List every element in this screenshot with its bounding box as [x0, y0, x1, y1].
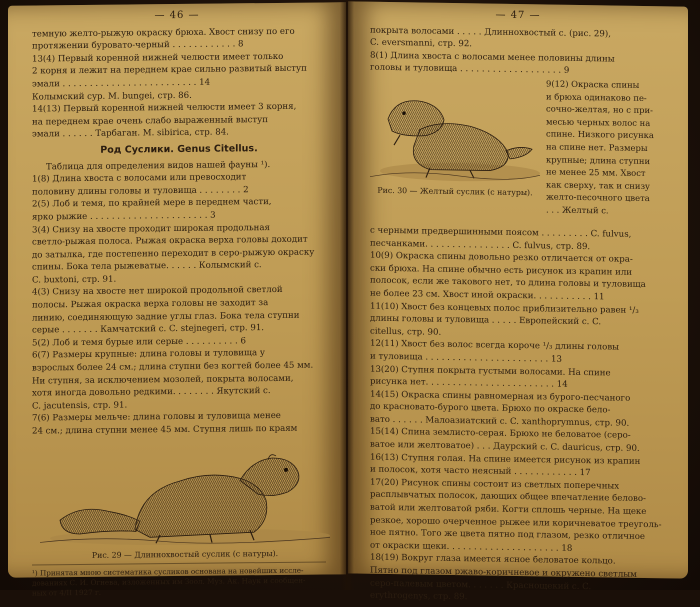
text-line: Ни ступня, за исключением мозолей, покрыта волосами, [32, 373, 294, 387]
text-line: Пятно под глазом ржаво-коричневое и окружено светлым [370, 565, 637, 580]
text-line: линию, соединяющую задние углы глаз. Бока тела ступни [32, 310, 300, 324]
text-line: резкое, хорошо очерченное рыжее или коричневатое треуголь- [370, 515, 662, 530]
text-line: 13(20) Ступня покрыта густыми волосами. На спине [370, 364, 611, 378]
text-line: до красновато-бурого цвета. Брюхо по окраске бело- [370, 401, 611, 416]
text-line: покрыта волосами . . . . . Длиннохвостый с. (рис. 29), [370, 25, 611, 40]
text-line: месью черных волос на [546, 116, 651, 128]
text-line: 9(12) Окраска спины [546, 78, 640, 90]
text-line: как сверху, так и снизу [546, 179, 650, 191]
footnote-line: ¹) Принятая мною систематика сусликов основана на новейших иссле- [32, 565, 304, 578]
text-line: 3(4) Снизу на хвосте проходит широкая продольная [32, 222, 270, 236]
text-line: половину длины головы и туловища . . . . . . . . 2 [32, 184, 249, 198]
text-line: вато . . . . . . Малоазиатский с. C. xanthoprymnus, стр. 90. [370, 414, 630, 429]
text-line: 10(9) Окраска спины довольно резко отличается от окра- [370, 250, 633, 265]
text-line: erythrogenys, стр. 89. [370, 590, 468, 603]
text-line: желто-песочного цвета [546, 191, 650, 204]
text-line: не менее 25 мм. Хвост [546, 166, 646, 179]
figure-side-text [546, 77, 688, 218]
text-line: 2 корня и лежит на переднем крае сильно развитый выступ [32, 64, 307, 77]
right-key-block [370, 225, 672, 607]
text-line: с черными предвершинными поясом . . . . . . . . . C. fulvus, [370, 225, 632, 240]
souslik-illustration [40, 439, 330, 548]
text-line: длины головы и туловища . . . . . Европейский с. C. [370, 313, 602, 328]
text-line: взрослых более 24 см.; длина ступни без когтей более 45 мм. [32, 360, 314, 374]
text-line: C. jacutensis, стр. 91. [32, 400, 128, 412]
text-line: 15(14) Спина землисто-серая. Брюхо не беловатое (серо- [370, 427, 631, 442]
left-page-text [8, 25, 346, 599]
text-line: светло-рыжая полоса. Рыжая окраска верха головы доходит [32, 234, 308, 248]
left-key-block [32, 171, 326, 439]
text-line: ярко рыжие . . . . . . . . . . . . . . . . . . . . . . 3 [32, 210, 216, 223]
text-line: 1(8) Длина хвоста с волосами или превосходит [32, 172, 247, 185]
book-gutter [340, 0, 354, 590]
text-line: хотя иногда довольно редкими. . . . . . . . Якутский с. [32, 386, 271, 399]
text-line: citellus, стр. 90. [370, 326, 442, 338]
right-page-text [348, 24, 688, 607]
text-line: крупные; длина ступни [546, 153, 651, 166]
text-line: не более 23 см. Хвост иной окраски. . . . . . . . . . . 11 [370, 288, 605, 303]
right-page [348, 1, 688, 603]
text-line: от окраски щеки. . . . . . . . . . . . . . . . . . . . . 18 [370, 540, 573, 554]
text-line: на спине нет. Размеры [546, 141, 648, 153]
text-line: до затылка, где постепенно переходит в серо-рыжую окраску [32, 247, 315, 261]
figure-caption-left: Рис. 29 — Длиннохвостый суслик (с натуры). [91, 548, 279, 560]
left-page [8, 2, 346, 598]
left-top-block [32, 25, 326, 141]
text-line: 8(1) Длина хвоста с волосами менее половины длины [370, 50, 615, 65]
text-line: 17(20) Рисунок спины состоит из светлых поперечных [370, 477, 620, 492]
text-line: головы и туловища . . . . . . . . . . . . . . . . . . . 9 [370, 63, 570, 77]
text-line: 18(19) Вокруг глаза имеется ясное беловатое кольцо. [370, 553, 616, 567]
text-line: 5(2) Лоб и темя бурые или серые . . . . . . . . . . 6 [32, 336, 246, 349]
text-line: темную желто-рыжую окраску брюха. Хвост снизу по его [32, 26, 295, 40]
text-line: 4(3) Снизу на хвосте нет широкой продольной светлой [32, 285, 283, 298]
text-line: рисунка нет. . . . . . . . . . . . . . . . . . . . . . . . 14 [370, 376, 568, 390]
text-line: 16(13) Ступня голая. На спине имеется рисунок из крапин [370, 452, 641, 467]
text-line: полосок, если же такового нет, то длина головы и туловища [370, 276, 646, 291]
text-line: 6(7) Размеры крупные: длина головы и туловища у [32, 348, 265, 361]
text-line: 24 см.; длина ступни менее 45 мм. Ступня лишь по краям [32, 423, 298, 437]
text-line: серые . . . . . . . Камчатский с. C. stejnegeri, стр. 91. [32, 323, 265, 336]
text-line: C. eversmanni, стр. 92. [370, 37, 473, 50]
text-line: 14(15) Окраска спины равномерная из бурого-песчаного [370, 389, 631, 404]
table-title: Таблица для определения видов нашей фауны ¹). [46, 159, 271, 172]
page-number-right: — 47 — [495, 9, 541, 22]
text-line: C. buxtoni, стр. 91. [32, 274, 117, 286]
footnote-line: дованиях С. И. Огнева, изложенных им Зоол. Муз. Ак. Наук и сообщен- [32, 575, 306, 588]
text-line: спине. Низкого рисунка [546, 128, 654, 141]
text-line: и брюха одинаково пе- [546, 91, 647, 103]
figure-caption-right: Рис. 30 — Желтый суслик (с натуры). [377, 185, 533, 198]
page-number-left: — 46 — [154, 9, 200, 22]
text-line: 2(5) Лоб и темя, по крайней мере в переднем части, [32, 197, 272, 210]
text-line: эмали . . . . . . Тарбаган. M. sibirica, стр. 84. [32, 127, 229, 140]
text-line: 14(13) Первый коренной нижней челюсти имеет 3 корня, [32, 101, 297, 115]
yellow-souslik-illustration [370, 79, 540, 186]
genus-heading: Род Суслики. Genus Citellus. [100, 143, 258, 156]
text-line: и полосок, хотя часто неясный . . . . . . . . . . . . 17 [370, 464, 591, 479]
figure-long-tailed-souslik [40, 439, 330, 560]
text-line: серо-палевым цветом. . . . . . . Краснощекий с. C. [370, 578, 592, 592]
text-line: 7(6) Размеры мельче: длина головы и туловища менее [32, 411, 281, 424]
text-line: 11(10) Хвост без концевых полос приблизительно равен ¹/₃ [370, 301, 639, 316]
text-line: расплывчатых полосок, дающих общее впечатление белово- [370, 490, 646, 505]
text-line: на переднем крае очень слабо выраженный выступ [32, 114, 268, 128]
footnote-line: ных от 4/II 1927 г. [32, 587, 102, 598]
text-line: спины. Бока тела рыжеватые. . . . . . Колымский с. [32, 260, 262, 273]
text-line: протяжении буровато-черный . . . . . . . . . . . . 8 [32, 39, 244, 52]
footnote [32, 561, 326, 598]
text-line: . . . Желтый с. [546, 204, 609, 216]
text-line: сочно-желтая, но с при- [546, 103, 653, 116]
figure-block-right [370, 75, 672, 230]
text-line: 13(4) Первый коренной нижней челюсти имеет только [32, 51, 284, 65]
right-top-block [370, 24, 672, 79]
text-line: эмали . . . . . . . . . . . . . . . . . . . . . . . . . 14 [32, 77, 211, 90]
figure-yellow-souslik [370, 79, 540, 200]
text-line: 12(11) Хвост без волос всегда короче ¹/₃ длины головы [370, 338, 619, 353]
text-line: ное пятно. Того же цвета пятно под глазом, резко отличное [370, 527, 645, 543]
text-line: Колымский сур. M. bungei, стр. 86. [32, 90, 192, 103]
text-line: ски брюха. На спине обычно есть рисунок из крапин или [370, 263, 633, 278]
text-line: полосы. Рыжая окраска верха головы не заходит за [32, 298, 269, 311]
text-line: и туловища . . . . . . . . . . . . . . . . . . . . . . . 13 [370, 351, 562, 365]
text-line: ватое или желтоватое) . . . Даурский с. C. dauricus, стр. 90. [370, 439, 640, 454]
text-line: ватой или желтоватой ряби. Когти сплошь черные. На щеке [370, 502, 647, 518]
text-line: песчанками. . . . . . . . . . . . . . . . C. fulvus, стр. 89. [370, 238, 591, 252]
